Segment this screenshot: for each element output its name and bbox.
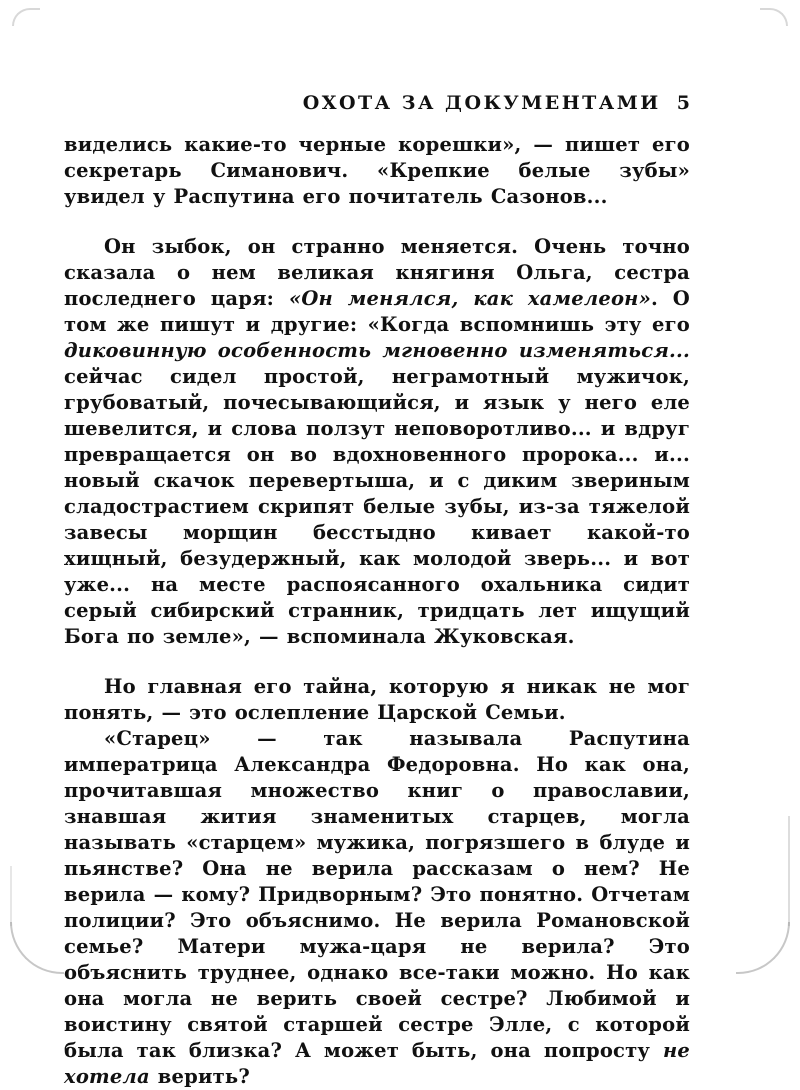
page-content [64, 92, 690, 1090]
page-scan-edge-right [788, 816, 790, 926]
page-scan-edge-bottom-right [736, 922, 790, 974]
page-scan-edge-top-left [12, 8, 40, 26]
text-block [64, 132, 690, 1090]
page-number: 5 [676, 92, 690, 114]
paragraph-chameleon [64, 234, 690, 650]
italic-text-run: «Он менялся, как хамелеон» [288, 287, 651, 310]
text-run: «Старец» — так называла Распутина императрица Александра Федоровна. Но как она, прочитавшая множество книг о православии, знавшая жития знаменитых старцев, могла называть «старцем» мужика, погрязшего в блуде и пьянстве? Она не верила рассказам о нем? Не верила — кому? Придворным? Это понятно. Отчетам полиции? Это объяснимо. Не верила Романовской семье? Матери мужа-царя не верила? Это объяснить труднее, однако все-таки можно. Но как она могла не верить своей сестре? Любимой и воистину святой старшей сестре Элле, с которой была так близка? А может быть, она попросту [64, 727, 691, 1062]
chapter-title: ОХОТА ЗА ДОКУМЕНТАМИ [302, 92, 661, 114]
page-scan-edge-bottom-left [10, 922, 64, 974]
text-run: виделись какие-то черные корешки», — пишет его секретарь Симанович. «Крепкие белые зубы» увидел у Распутина его почитатель Сазонов... [64, 133, 690, 208]
text-run: сейчас сидел простой, неграмотный мужичок, грубоватый, почесывающийся, и язык у него еле шевелится, и слова ползут неповоротливо... и вдруг превращается он во вдохновенного пророка... и... новый скачок перевертыша, и с диким звериным сладострастием скрипят белые зубы, из-за тяжелой завесы морщин бесстыдно кивает какой-то хищный, безудержный, как молодой зверь... и вот уже... на месте распоясанного охальника сидит серый сибирский странник, тридцать лет ищущий Бога по земле», — вспоминала Жуковская. [64, 365, 690, 648]
page-scan-edge-top-right [760, 8, 788, 26]
paragraph-continuation [64, 132, 690, 210]
running-header [64, 92, 690, 114]
page-scan-edge-left [10, 866, 12, 926]
paragraph-main-secret [64, 674, 690, 726]
text-run: верить? [149, 1065, 250, 1088]
text-run: Но главная его тайна, которую я никак не мог понять, — это ослепление Царской Семьи. [64, 675, 690, 724]
text-run: . О том же пишут и другие: «Когда вспомнишь эту его [64, 287, 690, 336]
paragraph-starets [64, 726, 690, 1090]
italic-text-run: не хотела [64, 1039, 690, 1088]
italic-text-run: диковинную особенность мгновенно изменяться... [64, 339, 690, 362]
text-run: Он зыбок, он странно меняется. Очень точно сказала о нем великая княгиня Ольга, сестра последнего царя: [64, 235, 690, 310]
